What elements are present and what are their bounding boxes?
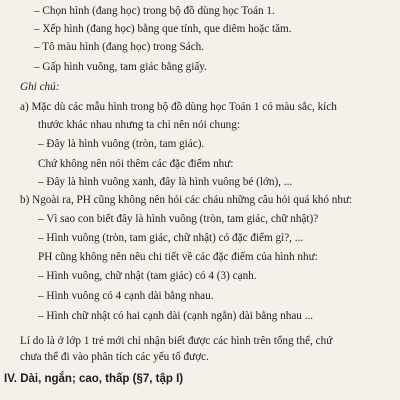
bullet-line: – Hình vuông (tròn, tam giác, chữ nhật) có đặc điểm gì?, ...	[38, 232, 304, 244]
bullet-line: – Xếp hình (đang học) bằng que tính, que diêm hoặc tăm.	[34, 23, 292, 35]
note-heading: Ghi chú:	[20, 81, 60, 93]
bullet-line: – Đây là hình vuông (tròn, tam giác).	[38, 138, 205, 150]
paragraph-line: PH cũng không nên nêu chi tiết về các đặc điểm của hình như:	[38, 251, 318, 263]
paragraph-line: a) Mặc dù các mẫu hình trong bộ đồ dùng học Toán 1 có màu sắc, kích	[20, 101, 337, 113]
paragraph-line: b) Ngoài ra, PH cũng không nên hỏi các cháu những câu hỏi quá khó như:	[20, 194, 353, 206]
paragraph-line: Lí do là ở lớp 1 trẻ mới chỉ nhận biết được các hình trên tổng thể, chứ	[20, 335, 333, 347]
paragraph-line: thước khác nhau nhưng ta chỉ nên nói chung:	[38, 119, 240, 131]
bullet-line: – Hình chữ nhật có hai cạnh dài (cạnh ngắn) dài bằng nhau ...	[38, 310, 314, 322]
bullet-line: – Đây là hình vuông xanh, đây là hình vuông bé (lớn), ...	[38, 176, 293, 188]
paragraph-line: chưa thể đi vào phân tích các yếu tố được.	[20, 351, 209, 363]
bullet-line: – Hình vuông, chữ nhật (tam giác) có 4 (3) cạnh.	[38, 270, 257, 282]
bullet-line: – Hình vuông có 4 cạnh dài bằng nhau.	[38, 290, 214, 302]
bullet-line: – Chọn hình (đang học) trong bộ đồ dùng học Toán 1.	[34, 5, 275, 17]
section-heading: IV. Dài, ngắn; cao, thấp (§7, tập I)	[4, 373, 184, 385]
bullet-line: – Tô màu hình (đang học) trong Sách.	[34, 41, 205, 53]
bullet-line: – Gấp hình vuông, tam giác bằng giấy.	[34, 61, 207, 73]
paragraph-line: Chứ không nên nói thêm các đặc điểm như:	[38, 158, 234, 170]
bullet-line: – Vì sao con biết đây là hình vuông (tròn, tam giác, chữ nhật)?	[38, 213, 319, 225]
